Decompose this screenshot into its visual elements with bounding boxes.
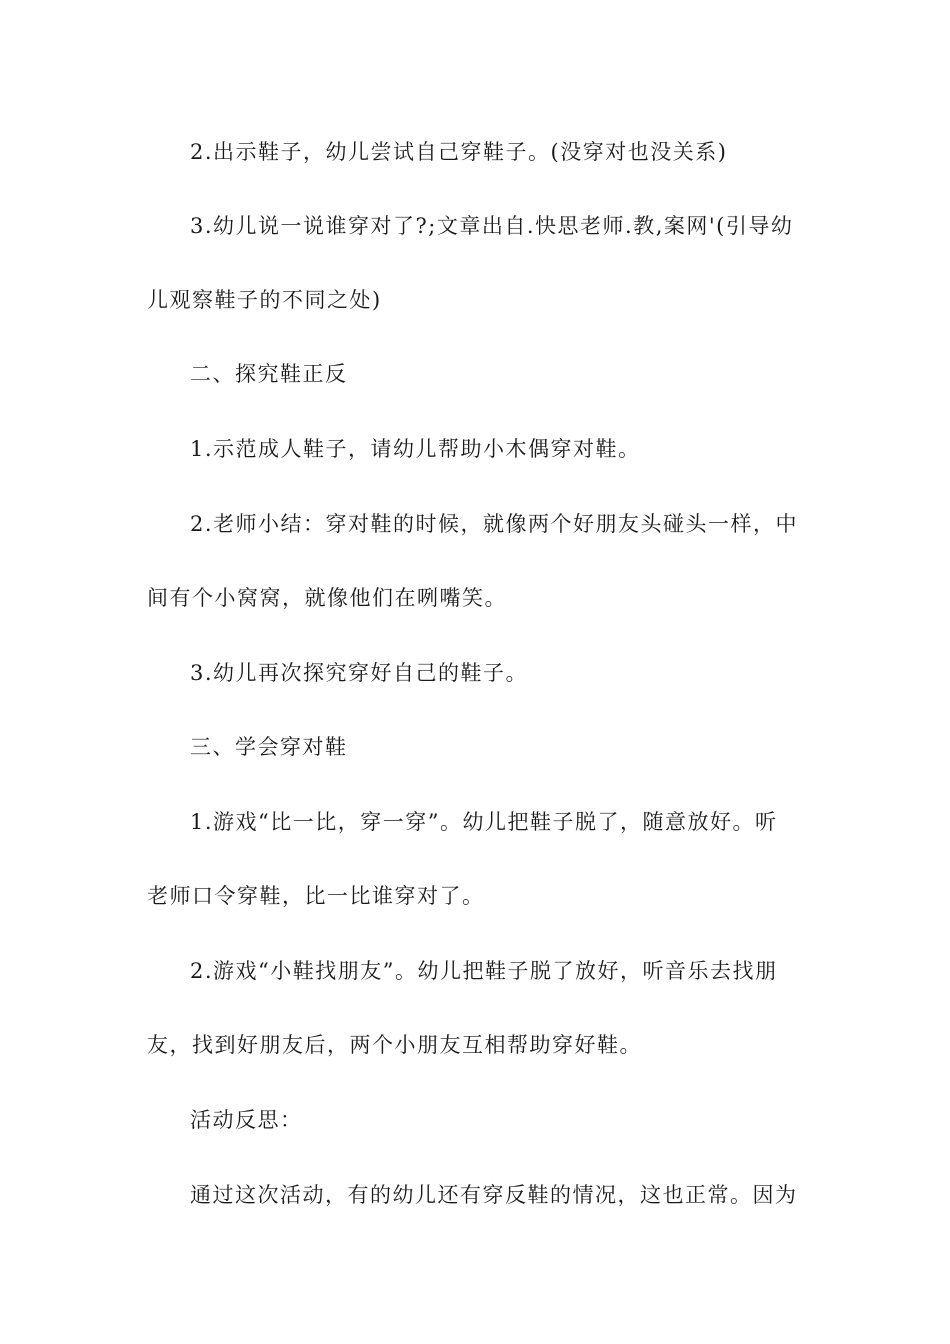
paragraph-line: 3.幼儿再次探究穿好自己的鞋子。 <box>190 661 529 685</box>
paragraph-line: 友，找到好朋友后，两个小朋友互相帮助穿好鞋。 <box>147 1033 642 1057</box>
paragraph-line: 3.幼儿说一说谁穿对了?;文章出自.快思老师.教,案网'(引导幼 <box>190 214 794 238</box>
paragraph-line: 儿观察鞋子的不同之处) <box>147 288 382 312</box>
paragraph-line: 老师口令穿鞋，比一比谁穿对了。 <box>147 884 485 908</box>
paragraph-line: 1.示范成人鞋子，请幼儿帮助小木偶穿对鞋。 <box>190 437 641 461</box>
paragraph-line: 间有个小窝窝，就像他们在咧嘴笑。 <box>147 586 507 610</box>
paragraph-line: 2.出示鞋子，幼儿尝试自己穿鞋子。(没穿对也没关系) <box>190 140 728 164</box>
section-heading: 二、探究鞋正反 <box>190 362 348 386</box>
paragraph-line: 2.游戏“小鞋找朋友”。幼儿把鞋子脱了放好，听音乐去找朋 <box>190 959 778 983</box>
paragraph-line: 1.游戏“比一比，穿一穿”。幼儿把鞋子脱了，随意放好。听 <box>190 810 778 834</box>
paragraph-line: 通过这次活动，有的幼儿还有穿反鞋的情况，这也正常。因为 <box>190 1183 798 1207</box>
section-heading: 三、学会穿对鞋 <box>190 735 348 759</box>
section-heading: 活动反思： <box>190 1108 303 1132</box>
paragraph-line: 2.老师小结：穿对鞋的时候，就像两个好朋友头碰头一样，中 <box>190 512 799 536</box>
